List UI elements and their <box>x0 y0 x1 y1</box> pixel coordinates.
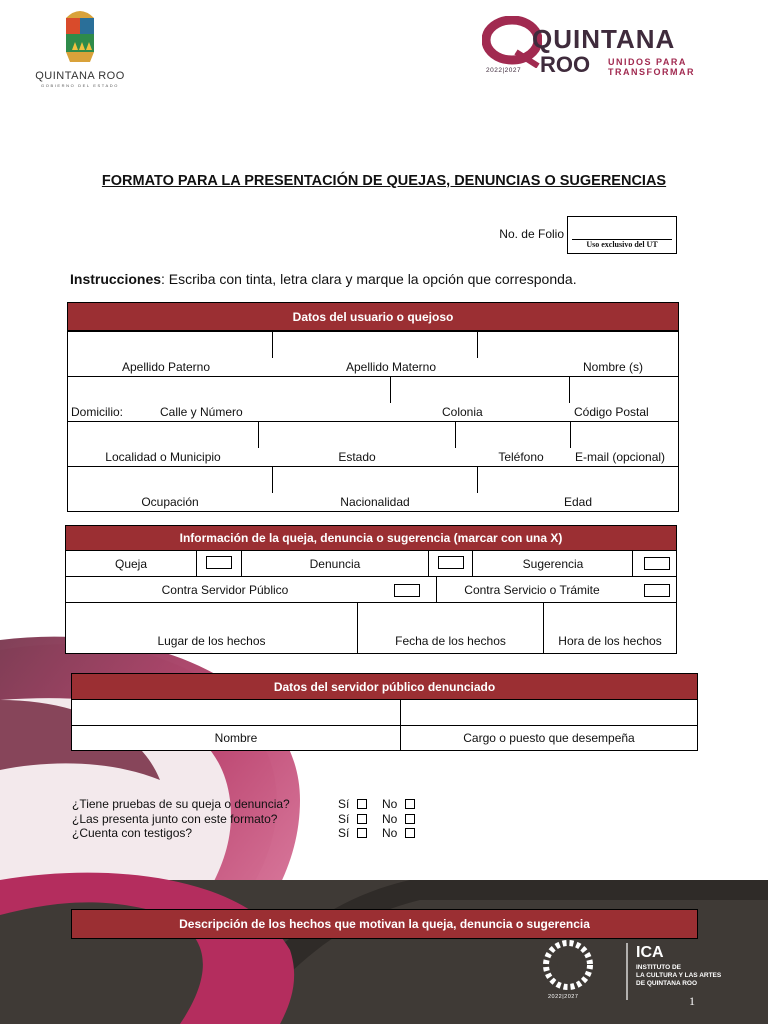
logo-left-subtitle: GOBIERNO DEL ESTADO <box>41 83 119 88</box>
apellido-paterno-label: Apellido Paterno <box>121 360 211 374</box>
yes-checkbox[interactable] <box>357 814 367 824</box>
apellido-materno-label: Apellido Materno <box>345 360 437 374</box>
yes-checkbox[interactable] <box>357 799 367 809</box>
yes-label: Sí <box>338 797 350 811</box>
fecha-hechos-label: Fecha de los hechos <box>395 633 506 648</box>
table-row <box>72 725 697 750</box>
table-row <box>72 700 697 725</box>
logo-right-tagline1: UNIDOS PARA <box>608 57 687 67</box>
table-row <box>68 466 678 493</box>
hora-hechos-label: Hora de los hechos <box>558 633 662 648</box>
state-seal-icon <box>62 6 98 68</box>
nombre-input[interactable] <box>478 332 678 358</box>
logo-left-name: QUINTANA ROO <box>35 70 125 82</box>
question-text: ¿Las presenta junto con este formato? <box>72 811 278 826</box>
no-label: No <box>382 797 398 811</box>
no-label: No <box>382 811 398 826</box>
instructions <box>70 271 577 287</box>
user-data-table <box>67 302 679 512</box>
ocupacion-label: Ocupación <box>141 495 199 509</box>
fecha-hechos-input[interactable] <box>358 603 543 628</box>
table-row <box>66 602 676 628</box>
user-data-header: Datos del usuario o quejoso <box>68 303 678 331</box>
ica-title: ICA <box>636 944 664 961</box>
lugar-hechos-label: Lugar de los hechos <box>157 633 266 648</box>
denuncia-checkbox[interactable] <box>438 556 464 569</box>
table-row <box>68 403 678 421</box>
telefono-input[interactable] <box>456 422 570 448</box>
telefono-label: Teléfono <box>498 450 544 464</box>
logo-right-tagline2: TRANSFORMAR <box>608 67 695 77</box>
colonia-input[interactable] <box>391 377 569 403</box>
question-item <box>72 812 432 827</box>
folio-label: No. de Folio <box>499 227 564 241</box>
ica-line3: DE QUINTANA ROO <box>636 980 698 987</box>
calle-numero-label: Calle y Número <box>160 405 243 419</box>
folio-field[interactable] <box>567 216 677 254</box>
yes-label: Sí <box>338 811 350 826</box>
yes-label: Sí <box>338 826 350 840</box>
estado-label: Estado <box>338 450 376 464</box>
quintana-roo-unidos-logo <box>480 14 700 84</box>
apellido-materno-input[interactable] <box>273 332 477 358</box>
complaint-info-table <box>65 525 677 654</box>
nacionalidad-label: Nacionalidad <box>340 495 410 509</box>
servidor-nombre-input[interactable] <box>72 700 400 725</box>
public-servant-table <box>71 673 698 751</box>
hora-hechos-input[interactable] <box>544 603 676 628</box>
servidor-publico-label: Contra Servidor Público <box>161 582 289 597</box>
no-checkbox[interactable] <box>405 799 415 809</box>
table-row <box>68 493 678 511</box>
question-text: ¿Cuenta con testigos? <box>72 826 193 840</box>
table-row <box>68 421 678 448</box>
question-text: ¿Tiene pruebas de su queja o denuncia? <box>72 797 290 811</box>
ica-line1: INSTITUTO DE <box>636 964 682 971</box>
public-servant-header: Datos del servidor público denunciado <box>72 674 697 700</box>
servidor-nombre-label: Nombre <box>214 731 258 745</box>
codigo-postal-label: Código Postal <box>574 405 649 419</box>
lugar-hechos-input[interactable] <box>66 603 357 628</box>
instructions-label: Instrucciones <box>70 271 162 287</box>
nombre-label: Nombre (s) <box>582 360 643 374</box>
edad-input[interactable] <box>478 467 678 493</box>
folio-note: Uso exclusivo del UT <box>586 240 658 249</box>
instructions-text: : Escriba con tinta, letra clara y marque la opción que corresponda. <box>161 271 577 287</box>
edad-label: Edad <box>563 495 593 509</box>
email-input[interactable] <box>571 422 678 448</box>
document-title: FORMATO PARA LA PRESENTACIÓN DE QUEJAS, DENUNCIAS O SUGERENCIAS <box>101 173 667 189</box>
apellido-paterno-input[interactable] <box>68 332 272 358</box>
queja-checkbox[interactable] <box>206 556 232 569</box>
no-checkbox[interactable] <box>405 828 415 838</box>
servidor-cargo-label: Cargo o puesto que desempeña <box>463 731 635 745</box>
table-row <box>66 628 676 653</box>
logo-right-word1: QUINTANA <box>532 24 676 54</box>
localidad-label: Localidad o Municipio <box>105 450 221 464</box>
email-label: E-mail (opcional) <box>575 450 666 464</box>
ica-years: 2022|2027 <box>548 994 579 1000</box>
table-row <box>68 358 678 376</box>
queja-label: Queja <box>114 556 148 571</box>
no-checkbox[interactable] <box>405 814 415 824</box>
page-number: 1 <box>689 994 695 1008</box>
table-row <box>68 376 678 403</box>
ica-logo <box>540 940 740 1010</box>
table-row <box>66 551 676 576</box>
table-row <box>68 331 678 358</box>
question-item <box>72 826 432 841</box>
table-row <box>66 576 676 602</box>
description-header: Descripción de los hechos que motivan la queja, denuncia o sugerencia <box>71 909 698 939</box>
sugerencia-checkbox[interactable] <box>644 557 670 570</box>
nacionalidad-input[interactable] <box>273 467 477 493</box>
logo-right-word2: ROO <box>540 52 591 77</box>
sugerencia-label: Sugerencia <box>522 556 584 571</box>
complaint-info-header: Información de la queja, denuncia o sugerencia (marcar con una X) <box>66 526 676 551</box>
servicio-tramite-checkbox[interactable] <box>644 584 670 597</box>
estado-input[interactable] <box>259 422 455 448</box>
no-label: No <box>382 826 398 840</box>
servidor-cargo-input[interactable] <box>401 700 697 725</box>
domicilio-label: Domicilio: <box>71 405 124 419</box>
codigo-postal-input[interactable] <box>570 377 678 403</box>
calle-numero-input[interactable] <box>68 377 390 403</box>
table-row <box>68 448 678 466</box>
ocupacion-input[interactable] <box>68 467 272 493</box>
yes-checkbox[interactable] <box>357 828 367 838</box>
gobierno-quintana-roo-logo <box>30 6 130 90</box>
localidad-input[interactable] <box>68 422 258 448</box>
ica-line2: LA CULTURA Y LAS ARTES <box>636 972 722 979</box>
question-item <box>72 797 432 812</box>
colonia-label: Colonia <box>442 405 483 419</box>
servicio-tramite-label: Contra Servicio o Trámite <box>464 582 600 597</box>
servidor-publico-checkbox[interactable] <box>394 584 420 597</box>
logo-right-years: 2022|2027 <box>486 67 522 74</box>
denuncia-label: Denuncia <box>309 556 361 571</box>
questions-block <box>72 797 432 841</box>
